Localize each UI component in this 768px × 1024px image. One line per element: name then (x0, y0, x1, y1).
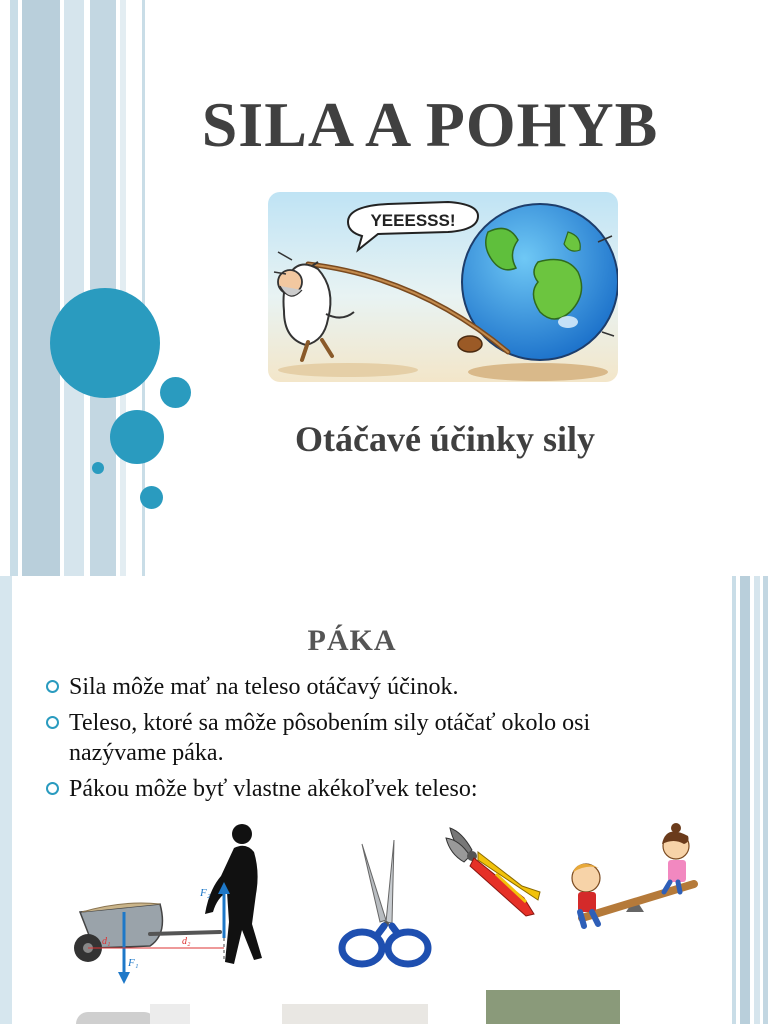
decor-circle-small-2 (140, 486, 163, 509)
right-stripe-decoration (728, 576, 768, 1024)
list-item (44, 774, 684, 804)
decor-circle-large (50, 288, 160, 398)
bullet-circle-icon (46, 680, 59, 693)
distance-label-d2: d₂ (182, 936, 191, 947)
distance-label-d1: d₁ (102, 936, 111, 947)
bullet-circle-icon (46, 716, 59, 729)
wheelbarrow-icon (66, 820, 276, 990)
slide-heading: PÁKA (307, 624, 397, 657)
list-item (44, 672, 684, 702)
photo-partial-1 (76, 1012, 156, 1024)
force-label-f2: F₂ (200, 887, 211, 899)
photo-partial-3 (282, 1004, 428, 1024)
bullet-circle-icon (46, 782, 59, 795)
seesaw-icon (560, 820, 700, 940)
pliers-icon (444, 824, 544, 924)
content-slide (0, 576, 768, 1024)
photo-partial-2 (150, 1004, 190, 1024)
list-item (44, 708, 684, 768)
photo-partial-4 (486, 990, 620, 1024)
slide-subtitle: Otáčavé účinky sily (294, 419, 595, 459)
bullet-list (44, 672, 684, 810)
bullet-text: Pákou môže byť vlastne akékoľvek teleso: (69, 776, 478, 802)
bullet-text: Sila môže mať na teleso otáčavý účinok. (69, 674, 459, 700)
scissors-icon (332, 838, 432, 976)
left-stripe-decoration (0, 0, 150, 576)
archimedes-lever-cartoon (268, 182, 618, 392)
decor-circle-tiny (92, 462, 104, 474)
speech-text: YEEESSS! (370, 211, 456, 230)
bullet-text: Teleso, ktoré sa môže pôsobením sily otáčať okolo osi nazývame páka. (69, 710, 591, 766)
decor-circle-small-1 (160, 377, 191, 408)
slide-title: SILA A POHYB (201, 89, 659, 160)
force-label-f1: F₁ (128, 957, 139, 969)
